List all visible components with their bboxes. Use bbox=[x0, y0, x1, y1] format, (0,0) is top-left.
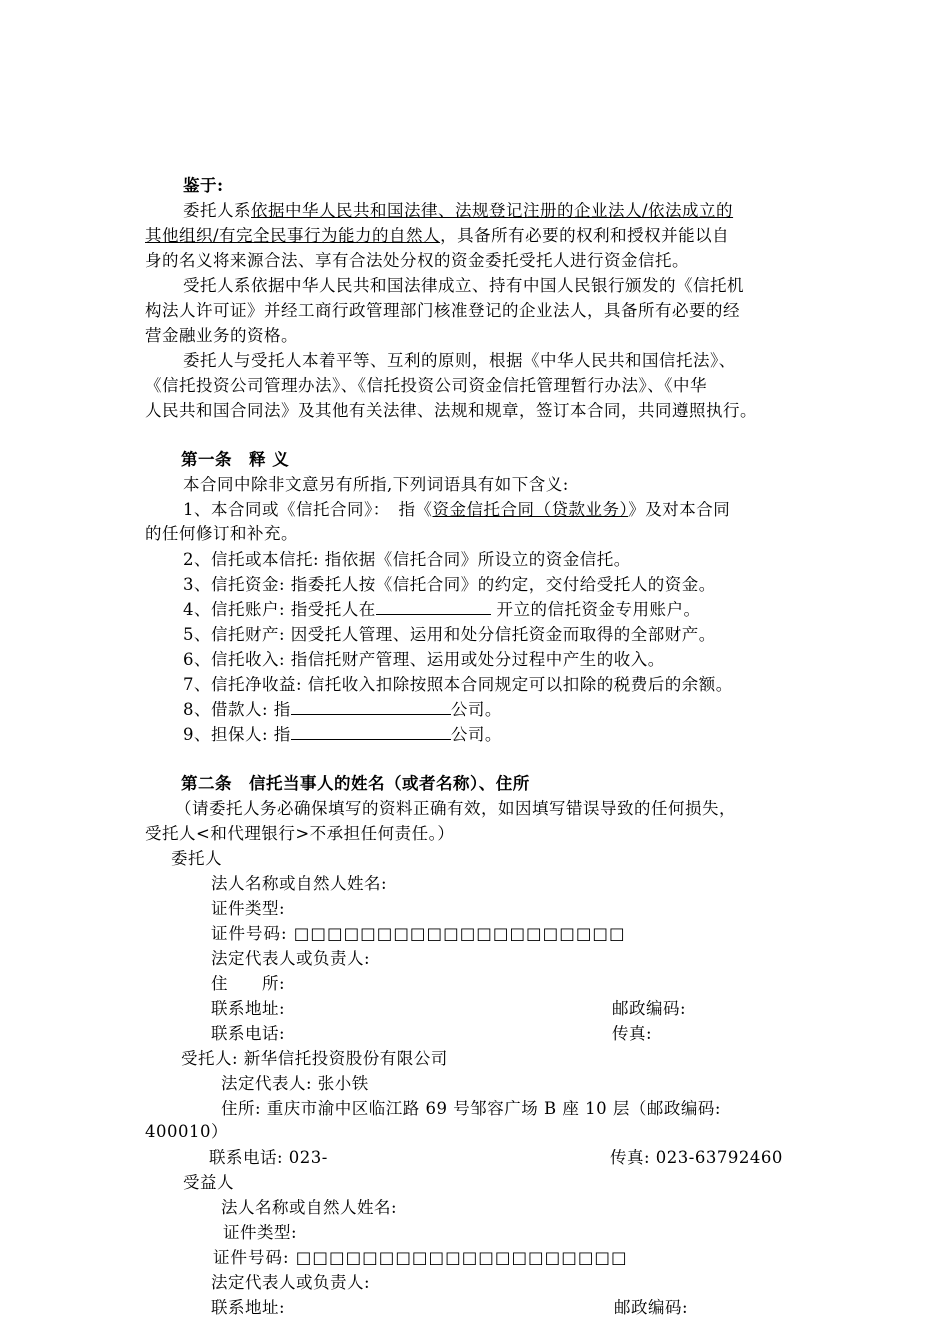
definition-1-line-1: 1、本合同或《信托合同》： 指《资金信托合同（贷款业务）》及对本合同 bbox=[183, 500, 731, 519]
beneficiary-id-number-field[interactable]: 证件号码: □□□□□□□□□□□□□□□□□□□□ bbox=[213, 1248, 628, 1267]
beneficiary-label: 受益人 bbox=[183, 1173, 234, 1192]
entrustor-postcode-field[interactable]: 邮政编码: bbox=[612, 999, 687, 1018]
trustee-address-line-2: 400010） bbox=[145, 1122, 228, 1141]
beneficiary-id-type-field[interactable]: 证件类型: bbox=[223, 1223, 298, 1242]
entrustor-phone-field[interactable]: 联系电话: bbox=[211, 1024, 286, 1043]
entrustor-contact-address-field[interactable]: 联系地址: bbox=[211, 999, 286, 1018]
beneficiary-legal-rep-field[interactable]: 法定代表人或负责人: bbox=[211, 1273, 371, 1292]
definition-2: 2、信托或本信托: 指依据《信托合同》所设立的资金信托。 bbox=[183, 550, 631, 569]
definition-6: 6、信托收入: 指信托财产管理、运用或处分过程中产生的收入。 bbox=[183, 650, 665, 669]
recital-3-line-1: 委托人与受托人本着平等、互利的原则，根据《中华人民共和国信托法》、 bbox=[183, 351, 736, 370]
definition-7: 7、信托净收益: 信托收入扣除按照本合同规定可以扣除的税费后的余额。 bbox=[183, 675, 733, 694]
definition-5: 5、信托财产: 因受托人管理、运用和处分信托资金而取得的全部财产。 bbox=[183, 625, 716, 644]
entrustor-id-number-field[interactable]: 证件号码: □□□□□□□□□□□□□□□□□□□□ bbox=[211, 924, 626, 943]
recital-1-line-3: 身的名义将来源合法、享有合法处分权的资金委托受托人进行资金信托。 bbox=[145, 251, 689, 270]
trustee-label: 受托人: 新华信托投资股份有限公司 bbox=[181, 1049, 448, 1068]
article-2-note-line-1: （请委托人务必确保填写的资料正确有效，如因填写错误导致的任何损失， bbox=[175, 799, 736, 818]
beneficiary-postcode-field[interactable]: 邮政编码: bbox=[614, 1298, 689, 1317]
entrustor-address-field[interactable]: 住 所: bbox=[211, 974, 286, 993]
trustee-fax: 传真: 023-63792460 bbox=[610, 1148, 783, 1167]
entrustor-name-field[interactable]: 法人名称或自然人姓名: bbox=[211, 874, 388, 893]
entrustor-legal-rep-field[interactable]: 法定代表人或负责人: bbox=[211, 949, 371, 968]
definition-3: 3、信托资金: 指委托人按《信托合同》的约定，交付给受托人的资金。 bbox=[183, 575, 716, 594]
recital-3-line-3: 人民共和国合同法》及其他有关法律、法规和规章，签订本合同，共同遵照执行。 bbox=[145, 401, 757, 420]
definition-9: 9、担保人: 指 公司。 bbox=[183, 725, 502, 744]
recital-1-line-1: 委托人系依据中华人民共和国法律、法规登记注册的企业法人/依法成立的 bbox=[183, 201, 734, 220]
trustee-phone: 联系电话: 023- bbox=[209, 1148, 328, 1167]
recital-2-line-2: 构法人许可证》并经工商行政管理部门核准登记的企业法人，具备所有必要的经 bbox=[145, 301, 740, 320]
definition-1-line-2: 的任何修订和补充。 bbox=[145, 524, 298, 543]
recital-3-line-2: 《信托投资公司管理办法》、《信托投资公司资金信托管理暂行办法》、《中华 bbox=[145, 376, 707, 395]
article-1-title: 第一条 释 义 bbox=[181, 450, 290, 469]
definition-8: 8、借款人: 指 公司。 bbox=[183, 700, 502, 719]
entrustor-id-type-field[interactable]: 证件类型: bbox=[211, 899, 286, 918]
recital-2-line-1: 受托人系依据中华人民共和国法律成立、持有中国人民银行颁发的《信托机 bbox=[183, 276, 744, 295]
trustee-address-line-1: 住所: 重庆市渝中区临江路 69 号邹容广场 B 座 10 层（邮政编码: bbox=[221, 1099, 721, 1118]
entrustor-fax-field[interactable]: 传真: bbox=[612, 1024, 653, 1043]
borrower-blank[interactable] bbox=[291, 698, 451, 715]
trustee-legal-rep: 法定代表人: 张小铁 bbox=[221, 1074, 369, 1093]
guarantor-blank[interactable] bbox=[291, 723, 451, 740]
recital-2-line-3: 营金融业务的资格。 bbox=[145, 326, 298, 345]
beneficiary-name-field[interactable]: 法人名称或自然人姓名: bbox=[221, 1198, 398, 1217]
account-bank-blank[interactable] bbox=[376, 598, 491, 615]
recitals-heading: 鉴于: bbox=[183, 176, 224, 195]
definition-4: 4、信托账户: 指受托人在 开立的信托资金专用账户。 bbox=[183, 600, 701, 619]
article-2-note-line-2: 受托人<和代理银行>不承担任何责任。） bbox=[145, 824, 455, 843]
beneficiary-contact-address-field[interactable]: 联系地址: bbox=[211, 1298, 286, 1317]
recital-1-line-2: 其他组织/有完全民事行为能力的自然人，具备所有必要的权利和授权并能以自 bbox=[145, 226, 730, 245]
article-1-intro: 本合同中除非文意另有所指,下列词语具有如下含义: bbox=[183, 475, 569, 494]
entrustor-label: 委托人 bbox=[171, 849, 222, 868]
article-2-title: 第二条 信托当事人的姓名（或者名称）、住所 bbox=[181, 774, 530, 793]
